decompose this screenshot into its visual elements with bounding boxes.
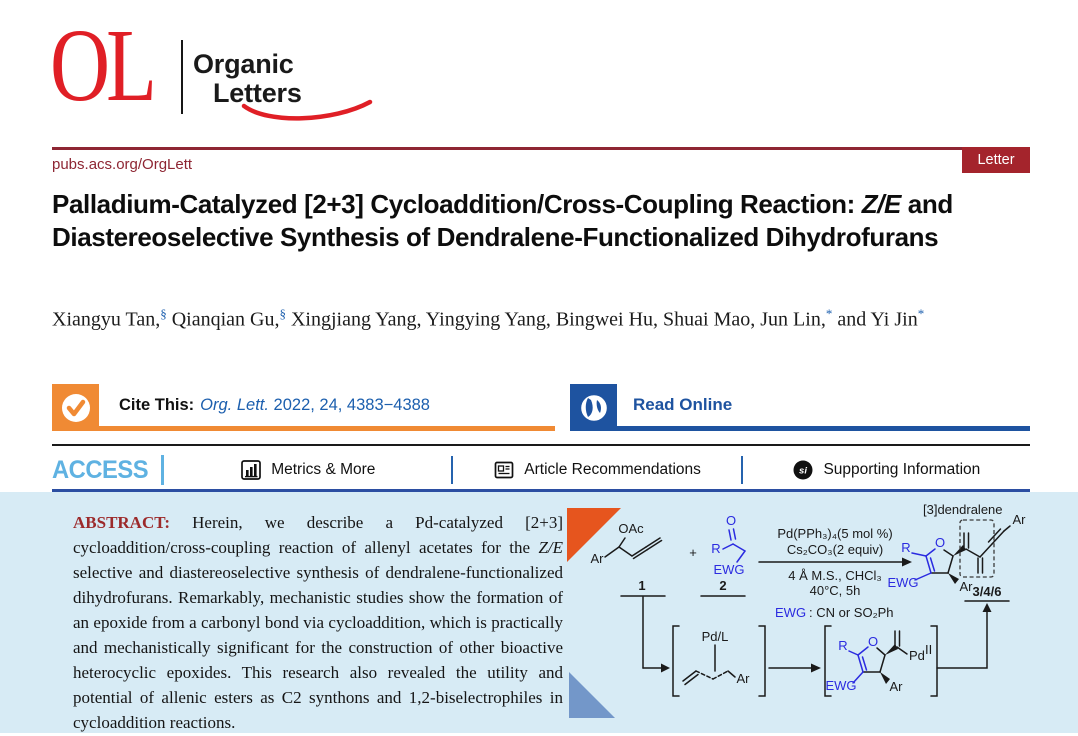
ar-label: Ar: [590, 551, 604, 566]
author-mark: §: [279, 306, 286, 321]
corresponding-author-mark: *: [917, 306, 925, 321]
citation-text: Org. Lett. 2022, 24, 4383−4388: [200, 395, 430, 414]
o-label: O: [725, 513, 737, 528]
mech-ar-label: Ar: [889, 679, 903, 694]
pd-l-label: Pd/L: [701, 629, 729, 644]
article-type-badge: Letter: [962, 147, 1030, 173]
header-rule: [52, 147, 1030, 150]
mech-o-label: O: [867, 634, 879, 649]
dendralene-label: [3]dendralene: [923, 502, 1003, 517]
title-part1: Palladium-Catalyzed [2+3] Cycloaddition/Cross-Coupling Reaction:: [52, 189, 862, 219]
article-recommendations-link[interactable]: [453, 459, 740, 481]
ewg-label: EWG: [713, 562, 745, 577]
author-segment: Qianqian Gu,: [166, 308, 280, 331]
condition-line2: Cs₂CO₃(2 equiv): [786, 542, 884, 557]
ewg-definition: : CN or SO₂Ph: [809, 605, 894, 620]
product-ewg-label: EWG: [887, 575, 919, 590]
author-mark: §: [160, 306, 167, 321]
condition-line1: Pd(PPh₃)₄(5 mol %): [777, 526, 893, 541]
journal-logo-abbr: OL: [50, 8, 153, 123]
page-title: [52, 188, 1032, 254]
allyl-ar-label: Ar: [736, 671, 750, 686]
metrics-label: Metrics & More: [271, 461, 376, 478]
read-online-label: Read Online: [633, 395, 733, 414]
corresponding-author-mark: *: [825, 306, 833, 321]
logo-swoosh-icon: [238, 98, 378, 126]
pd-oxidation-state: II: [925, 642, 933, 657]
ewg-definition-label: EWG: [775, 605, 807, 620]
pd-label: Pd: [909, 648, 925, 663]
supporting-information-label: Supporting Information: [823, 461, 981, 478]
blue-triangle: [569, 672, 615, 718]
access-button[interactable]: ACCESS: [52, 455, 149, 484]
logo-divider: [181, 40, 183, 114]
plus-sign: +: [689, 545, 697, 560]
products-label: 3/4/6: [972, 584, 1002, 599]
mech-ewg-label: EWG: [825, 678, 857, 693]
article-icon: [493, 459, 515, 481]
product-o-label: O: [934, 535, 946, 550]
compound-1-label: 1: [638, 578, 646, 593]
title-italic: Z/E: [861, 189, 901, 219]
article-recommendations-label: Article Recommendations: [524, 461, 701, 478]
read-online-bar[interactable]: [617, 384, 1030, 431]
abstract-label: ABSTRACT:: [73, 513, 170, 532]
title-part2: and Diastereoselective Synthesis of Dendralene-Functionalized Dihydrofurans: [52, 189, 953, 252]
condition-line3: 4 Å M.S., CHCl₃: [788, 568, 882, 583]
cite-this-label: Cite This:: [119, 395, 195, 414]
author-segment: Xingjiang Yang, Yingying Yang, Bingwei Hu, Shuai Mao, Jun Lin,: [285, 308, 826, 331]
product-ar-label: Ar: [959, 579, 973, 594]
bar-chart-icon: [240, 459, 262, 481]
condition-line4: 40°C, 5h: [809, 583, 861, 598]
author-list: [52, 305, 1037, 334]
journal-name-line2: Letters: [213, 78, 302, 109]
journal-url-link[interactable]: pubs.acs.org/OrgLett: [52, 156, 193, 173]
journal-name-line1: Organic: [193, 49, 294, 79]
compound-2-label: 2: [719, 578, 727, 593]
abstract-body-2: selective and diastereoselective synthesis of dendralene-functionalized dihydrofurans. Remarkably, mechanistic studies show the formation of an epoxide from a carbonyl bond via cycloaddition, which is practically and mechanistically significant for the construction of other bioactive heterocyclic epoxides. This research also revealed the utility and potential of allenic esters as C2 synthons and 1,2-biselectrophiles in cycloaddition reactions.: [73, 562, 563, 732]
si-icon: [792, 459, 814, 481]
product-r-label: R: [901, 540, 911, 555]
read-online-icon-box[interactable]: [570, 384, 617, 431]
dendralene-ar-label: Ar: [1012, 512, 1026, 527]
author-segment: Xiangyu Tan,: [52, 308, 161, 331]
supporting-information-link[interactable]: [743, 459, 1030, 481]
check-icon: [60, 392, 92, 424]
cite-this-icon-box[interactable]: [52, 384, 99, 431]
abstract-ze: Z/E: [538, 537, 563, 557]
author-segment: and Yi Jin: [832, 308, 918, 331]
abstract-body-1: Herein, we describe a Pd-catalyzed [2+3] cycloaddition/cross-coupling reaction of allenyl acetates for the: [73, 513, 563, 557]
access-row: [52, 452, 1030, 488]
svg-text:si: si: [799, 465, 808, 477]
r-label: R: [711, 541, 721, 556]
oac-label: OAc: [618, 521, 644, 536]
abstract-paragraph: [73, 511, 563, 736]
cite-this-bar[interactable]: [99, 384, 555, 431]
access-top-rule: [52, 444, 1030, 446]
reaction-scheme: [563, 500, 1035, 730]
globe-icon: [577, 391, 611, 425]
metrics-and-more-link[interactable]: [164, 459, 451, 481]
mech-r-label: R: [838, 638, 848, 653]
